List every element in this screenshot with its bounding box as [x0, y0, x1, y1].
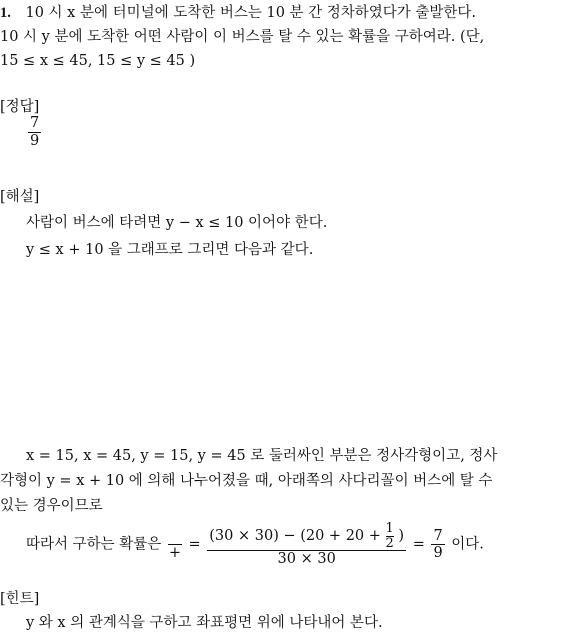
probability-formula	[26, 522, 484, 568]
main-fraction-denominator: 30 × 30	[277, 551, 336, 568]
equals-sign-2: =	[412, 536, 425, 553]
result-fraction	[431, 528, 444, 562]
answer-denominator: 9	[30, 132, 40, 149]
solution-header: [해설]	[0, 189, 40, 205]
hint-line-1: y 와 x 의 관계식을 구하고 좌표평면 위에 나타내어 본다.	[26, 615, 383, 631]
problem-number: 1.	[0, 5, 11, 21]
hint-header: [힌트]	[0, 591, 40, 607]
answer-numerator: 7	[30, 115, 40, 131]
formula-suffix: 이다.	[451, 536, 484, 553]
solution-line-3: x = 15, x = 45, y = 15, y = 45 로 둘러싸인 부분은 정사각형이고, 정사	[26, 448, 498, 464]
problem-line-2: 10 시 y 분에 도착한 어떤 사람이 이 버스를 탈 수 있는 확률을 구하여라. (단,	[0, 29, 485, 45]
blank-fraction-denominator: +	[168, 545, 181, 562]
answer-fraction	[26, 115, 43, 149]
main-fraction-numerator	[207, 522, 406, 551]
equals-sign-1: =	[188, 536, 201, 553]
solution-line-1: 사람이 버스에 타려면 y − x ≤ 10 이어야 한다.	[26, 215, 328, 231]
result-numerator: 7	[433, 527, 443, 544]
solution-line-2: y ≤ x + 10 을 그래프로 그리면 다음과 같다.	[26, 242, 314, 258]
problem-line-1	[0, 4, 476, 23]
problem-line-3: 15 ≤ x ≤ 45, 15 ≤ y ≤ 45 )	[0, 53, 196, 69]
half-fraction	[386, 522, 394, 550]
result-denominator: 9	[433, 545, 443, 562]
main-numerator-part-1: (30 × 30) − (20 + 20 +	[209, 528, 381, 545]
formula-prefix: 따라서 구하는 확률은	[26, 536, 162, 553]
main-fraction	[207, 522, 406, 568]
graph-area	[26, 280, 546, 440]
blank-fraction-numerator	[168, 528, 182, 546]
main-numerator-part-2: )	[398, 528, 405, 545]
half-numerator: 1	[385, 521, 394, 536]
problem-text-1: 10 시 x 분에 터미널에 도착한 버스는 10 분 간 정차하였다가 출발한다.	[25, 5, 477, 21]
solution-line-4: 각형이 y = x + 10 에 의해 나누어졌을 때, 아래쪽의 사다리꼴이 버스에 탈 수	[0, 473, 493, 489]
blank-fraction	[168, 528, 182, 562]
half-denominator: 2	[385, 535, 394, 551]
answer-header: [정답]	[0, 99, 40, 115]
solution-line-5: 있는 경우이므로	[0, 498, 103, 514]
